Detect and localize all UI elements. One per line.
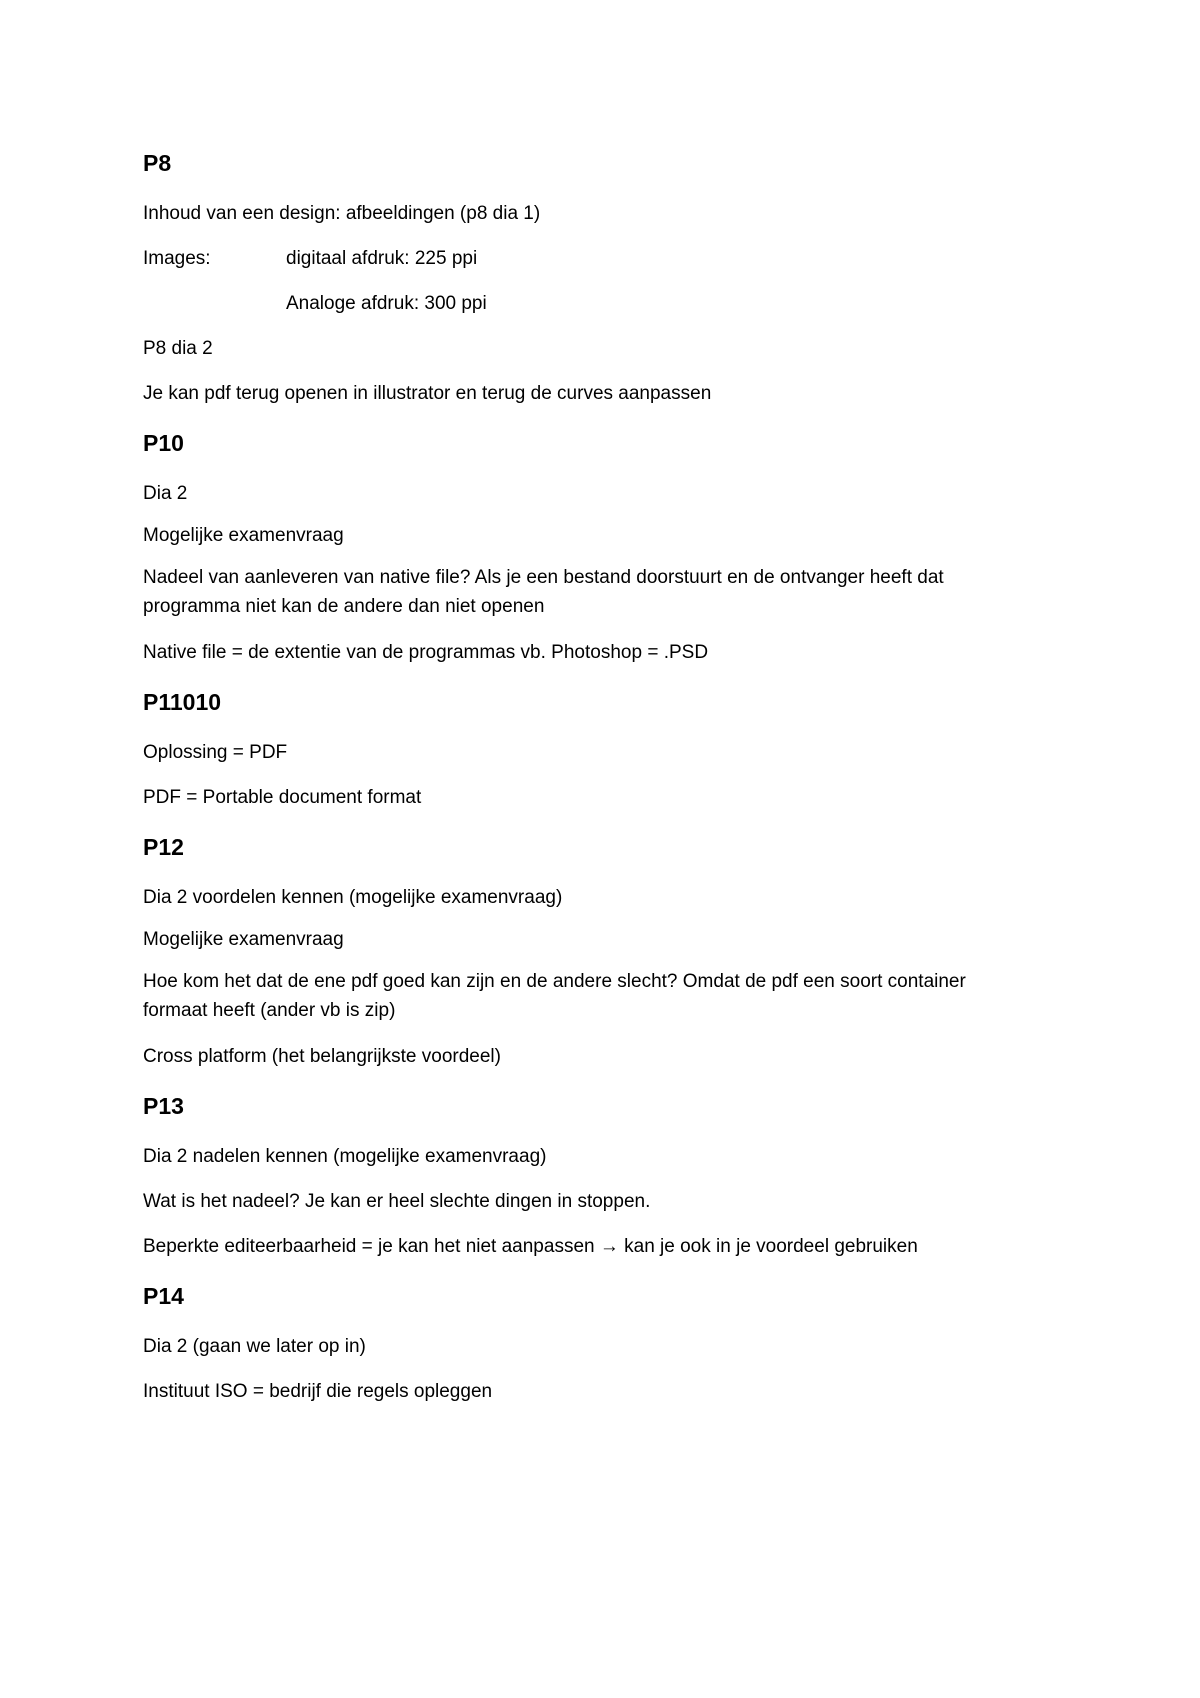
text-line: Beperkte editeerbaarheid = je kan het niet aanpassen → kan je ook in je voordeel gebruiken [143,1236,918,1257]
text-line: Je kan pdf terug openen in illustrator en terug de curves aanpassen [143,383,712,404]
images-label: Images: [143,248,211,269]
text-line: Native file = de extentie van de programmas vb. Photoshop = .PSD [143,642,709,663]
text-line: Oplossing = PDF [143,742,288,763]
text-line: Inhoud van een design: afbeeldingen (p8 dia 1) [143,203,541,224]
text-line: Mogelijke examenvraag [143,929,344,950]
text-line: Dia 2 nadelen kennen (mogelijke examenvraag) [143,1146,547,1167]
heading-p14: P14 [143,1283,184,1309]
text-line: Analoge afdruk: 300 ppi [286,293,487,314]
text-line: Hoe kom het dat de ene pdf goed kan zijn en de andere slecht? Omdat de pdf een soort container [143,971,966,992]
text-line: Instituut ISO = bedrijf die regels opleggen [143,1381,493,1402]
heading-p11010: P11010 [143,689,222,715]
images-value: digitaal afdruk: 225 ppi [286,248,478,269]
text-line: Dia 2 [143,483,188,504]
text-line: Wat is het nadeel? Je kan er heel slechte dingen in stoppen. [143,1191,651,1212]
heading-p13: P13 [143,1093,184,1119]
text-line: Cross platform (het belangrijkste voordeel) [143,1046,501,1067]
text-line: formaat heeft (ander vb is zip) [143,1000,396,1021]
text-line: Dia 2 (gaan we later op in) [143,1336,366,1357]
text-line: programma niet kan de andere dan niet openen [143,596,545,617]
text-line: Dia 2 voordelen kennen (mogelijke examenvraag) [143,887,563,908]
heading-p12: P12 [143,834,184,860]
text-line: P8 dia 2 [143,338,213,359]
heading-p8: P8 [143,150,172,176]
text-line: Nadeel van aanleveren van native file? Als je een bestand doorstuurt en de ontvanger heeft dat [143,567,944,588]
text-line: Mogelijke examenvraag [143,525,344,546]
heading-p10: P10 [143,430,184,456]
text-line: PDF = Portable document format [143,787,422,808]
